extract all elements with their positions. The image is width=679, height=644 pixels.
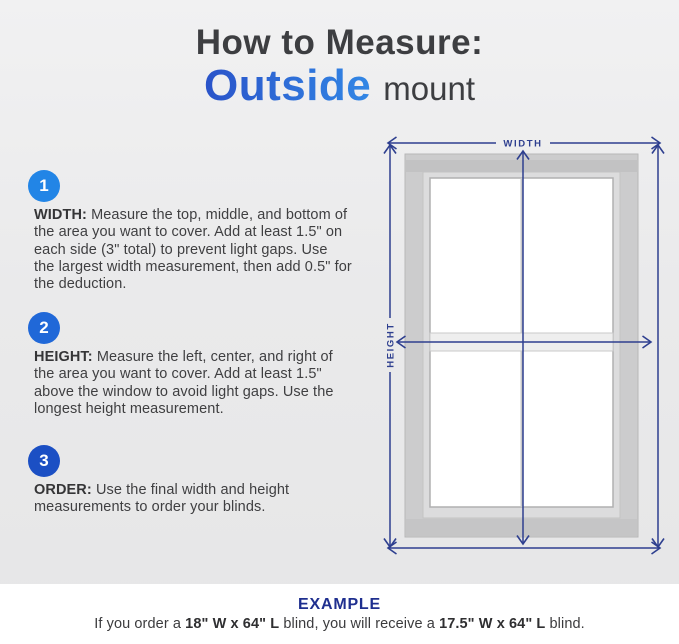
width-arrow-label: WIDTH	[503, 138, 543, 150]
example-heading: EXAMPLE	[298, 596, 381, 613]
window-measurement-diagram	[378, 130, 672, 567]
step-2-number-badge	[28, 312, 60, 344]
page-subtitle	[0, 60, 679, 110]
window-illustration	[405, 154, 638, 537]
step-2-text	[34, 349, 352, 418]
window-sill	[406, 519, 637, 536]
example-received-size: 17.5" W x 64" L	[439, 616, 546, 632]
step-3-label: ORDER:	[34, 482, 92, 498]
example-band	[0, 584, 679, 644]
step-3	[28, 445, 358, 517]
step-1-label: WIDTH:	[34, 207, 87, 223]
step-1-number: 1	[39, 176, 49, 195]
mount-type-text: Outside	[203, 60, 372, 110]
step-1-number-badge	[28, 170, 60, 202]
step-1-text	[34, 207, 352, 293]
title-block	[0, 24, 679, 108]
step-2	[28, 312, 358, 418]
example-text-pre: If you order a	[94, 616, 186, 632]
step-2-number: 2	[39, 318, 49, 337]
step-3-body: Use the final width and height measurements to order your blinds.	[34, 482, 290, 516]
step-3-text	[34, 482, 352, 517]
page-title: How to Measure:	[195, 23, 484, 62]
window-diagram-svg	[378, 130, 672, 562]
step-1	[28, 170, 358, 293]
step-3-number-badge	[28, 445, 60, 477]
height-arrow-label: HEIGHT	[385, 322, 397, 368]
mount-word-text: mount	[383, 69, 475, 107]
step-3-number: 3	[39, 451, 49, 470]
example-text-post: blind.	[545, 616, 585, 632]
step-2-body: Measure the left, center, and right of the area you want to cover. Add at least 1.5" above the window to avoid light gaps. Use the longest height measurement.	[34, 349, 334, 417]
step-2-label: HEIGHT:	[34, 349, 93, 365]
step-1-body: Measure the top, middle, and bottom of the area you want to cover. Add at least 1.5" on each side (3" total) to prevent light gaps. Use the largest width measurement, then add 0.5" for the deduction.	[34, 207, 352, 293]
window-header-band	[406, 160, 637, 172]
example-ordered-size: 18" W x 64" L	[185, 616, 280, 632]
example-text-mid: blind, you will receive a	[279, 616, 440, 632]
example-text	[0, 616, 679, 632]
